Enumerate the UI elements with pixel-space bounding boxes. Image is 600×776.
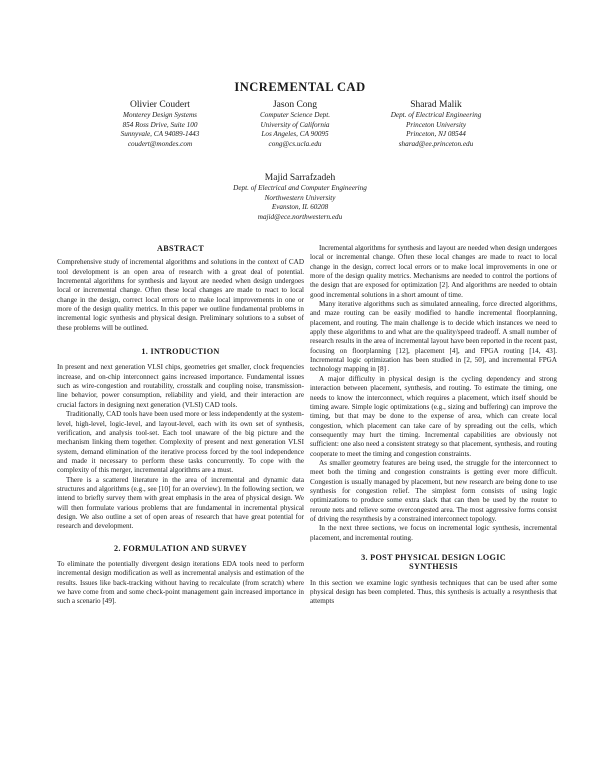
author-email: cong@cs.ucla.edu [268, 139, 322, 148]
paragraph: In present and next generation VLSI chips, geometries get smaller, clock frequencies increase, and on-chip interconnect gains increased importance. Fundamental issues such as wire-congestion and routability, crosstalk and coupling noise, transmission-line behavior, power consumption, reliability and yield, and their interaction are crucial factors in designing next generation (VLSI) CAD tools. [57, 363, 304, 409]
paragraph: In the next three sections, we focus on incremental logic synthesis, incremental placement, and incremental routing. [310, 524, 557, 542]
section-heading-introduction: 1. INTRODUCTION [141, 347, 220, 357]
author-address: Los Angeles, CA 90095 [261, 130, 329, 139]
abstract-heading: ABSTRACT [157, 244, 204, 253]
paragraph: A major difficulty in physical design is the cycling dependency and strong interaction between placement, synthesis, and routing. To estimate the timing, one needs to know the interconnect, which requires a placement, which itself should be timing aware. Simple logic optimizations (e.g., sizing and buffering) can improve the timing, but that may be done to the expense of area, which can create local congestion, which placement can take care of by spreading out the cells, which consequently may hurt the timing. Incremental capabilities are obviously not sufficient: one also need a consistent strategy so that placement, synthesis, and routing cooperate to meet the timing and congestion constraints. [310, 374, 557, 458]
paragraph: To eliminate the potentially divergent design iterations EDA tools need to perform incremental design modification as well as incremental analysis and estimation of the results. Issues like back-tracking without having to recalculate (from scratch) where we have come from and some check-point management gain increased importance in such a scenario [49]. [57, 559, 304, 606]
paragraph: Many iterative algorithms such as simulated annealing, force directed algorithms, and maze routing can be easily modified to handle incremental floorplanning, placement, and routing. The main challenge is to decide which instances we need to apply these algorithms to and what are the quality/speed tradeoff. A small number of research results in the area of incremental layout have been reported in the recent past, focusing on floorplanning [12], placement [4], and FPGA routing [14, 43]. Incremental logic optimization has been studied in [2, 50], and incremental FPGA technology mapping in [8] . [310, 300, 557, 374]
paper-title: INCREMENTAL CAD [234, 80, 366, 94]
paragraph: Traditionally, CAD tools have been used more or less independently at the system-level, high-level, logic-level, and layout-level, each with its own set of synthesis, verification, and analysis tool-set. Each tool unaware of the big picture and the mechanism linking them together. Complexity of present and next generation VLSI system, demand elimination of the iterative process forced by the tool independence and made it necessary to perform these tasks concurrently. To cope with the complexity of this merger, incremental algorithms are a must. [57, 410, 304, 475]
author-org: Dept. of Electrical Engineering [390, 111, 482, 119]
author-org: Dept. of Electrical and Computer Engineering [233, 184, 367, 192]
author-address: Sunnyvale, CA 94089-1443 [120, 130, 200, 139]
section-heading-post-physical [310, 553, 557, 572]
heading-line: 3. POST PHYSICAL DESIGN LOGIC [361, 553, 506, 562]
author-address: 854 Ross Drive, Suite 100 [122, 120, 198, 129]
paragraph: As smaller geometry features are being used, the struggle for the interconnect to meet both the timing and congestion constraints is getting ever more difficult. Congestion is usually managed by placement, but new research are being done to use synthesis for congestion relief. The simplest form consists of using logic optimizations to produce some extra slack that can then be used by the router to reroute nets and relieve some overcongested area. The most aggressive forms consist of driving the resynthesis by a constrained interconnect topology. [310, 458, 557, 523]
author-address: University of California [260, 120, 330, 129]
author-email: sharad@ee.princeton.edu [398, 139, 474, 148]
author-org: Computer Science Dept. [259, 111, 331, 119]
author-org: Monterey Design Systems [123, 111, 197, 119]
section-heading-formulation: 2. FORMULATION AND SURVEY [113, 543, 248, 553]
author-block [200, 172, 400, 222]
left-column [57, 244, 304, 607]
author-name: Jason Cong [272, 100, 318, 110]
abstract-text: Comprehensive study of incremental algorithms and solutions in the context of CAD tool development is an open area of research with a great deal of potential. Incremental algorithms for synthesis and layout are needed when design undergoes local or incremental change. Often these local changes are made to react to local change in the design, correct local errors or to make local improvements in one or more of the design quality metrics. In this paper we outline fundamental problems in incremental logic synthesis and physical design. Preliminary solutions to a subset of these problems will be outlined. [57, 258, 304, 332]
author-address: Princeton University [405, 120, 467, 129]
author-email: majid@ece.northwestern.edu [257, 212, 343, 221]
author-email: coudert@mondes.com [127, 139, 193, 148]
paragraph: In this section we examine logic synthesis techniques that can be used after some physical design has been completed. Thus, this synthesis is actually a resynthesis that attempts [310, 578, 557, 606]
right-column [310, 244, 557, 607]
author-block [230, 99, 360, 149]
author-address: Princeton, NJ 08544 [406, 130, 466, 139]
author-address: Evanston, IL 60208 [271, 203, 329, 212]
heading-line: SYNTHESIS [409, 562, 458, 572]
paragraph: Incremental algorithms for synthesis and layout are needed when design undergoes local or incremental change. Often these local changes are made to react to local change in the design, correct local errors or to make local improvements in one or more of the design quality metrics. Mechanisms are needed to control the portions of the design that are exposed for optimization [2]. And algorithms are needed to obtain good incremental solutions in a short amount of time. [310, 244, 557, 299]
author-name: Olivier Coudert [130, 100, 190, 110]
author-address: Northwestern University [264, 193, 336, 202]
paragraph: There is a scattered literature in the area of incremental and dynamic data structures and algorithms (e.g., see [10] for an overview). In the following section, we intend to briefly survey them with great emphasis in the area of physical design. We will then formulate various problems that are fundamental in incremental physical design. We also outline a set of open areas of research that have great potential for research and development. [57, 475, 304, 531]
author-block [362, 99, 510, 149]
author-name: Majid Sarrafzadeh [264, 173, 336, 183]
author-block [95, 99, 225, 149]
author-name: Sharad Malik [410, 100, 462, 110]
